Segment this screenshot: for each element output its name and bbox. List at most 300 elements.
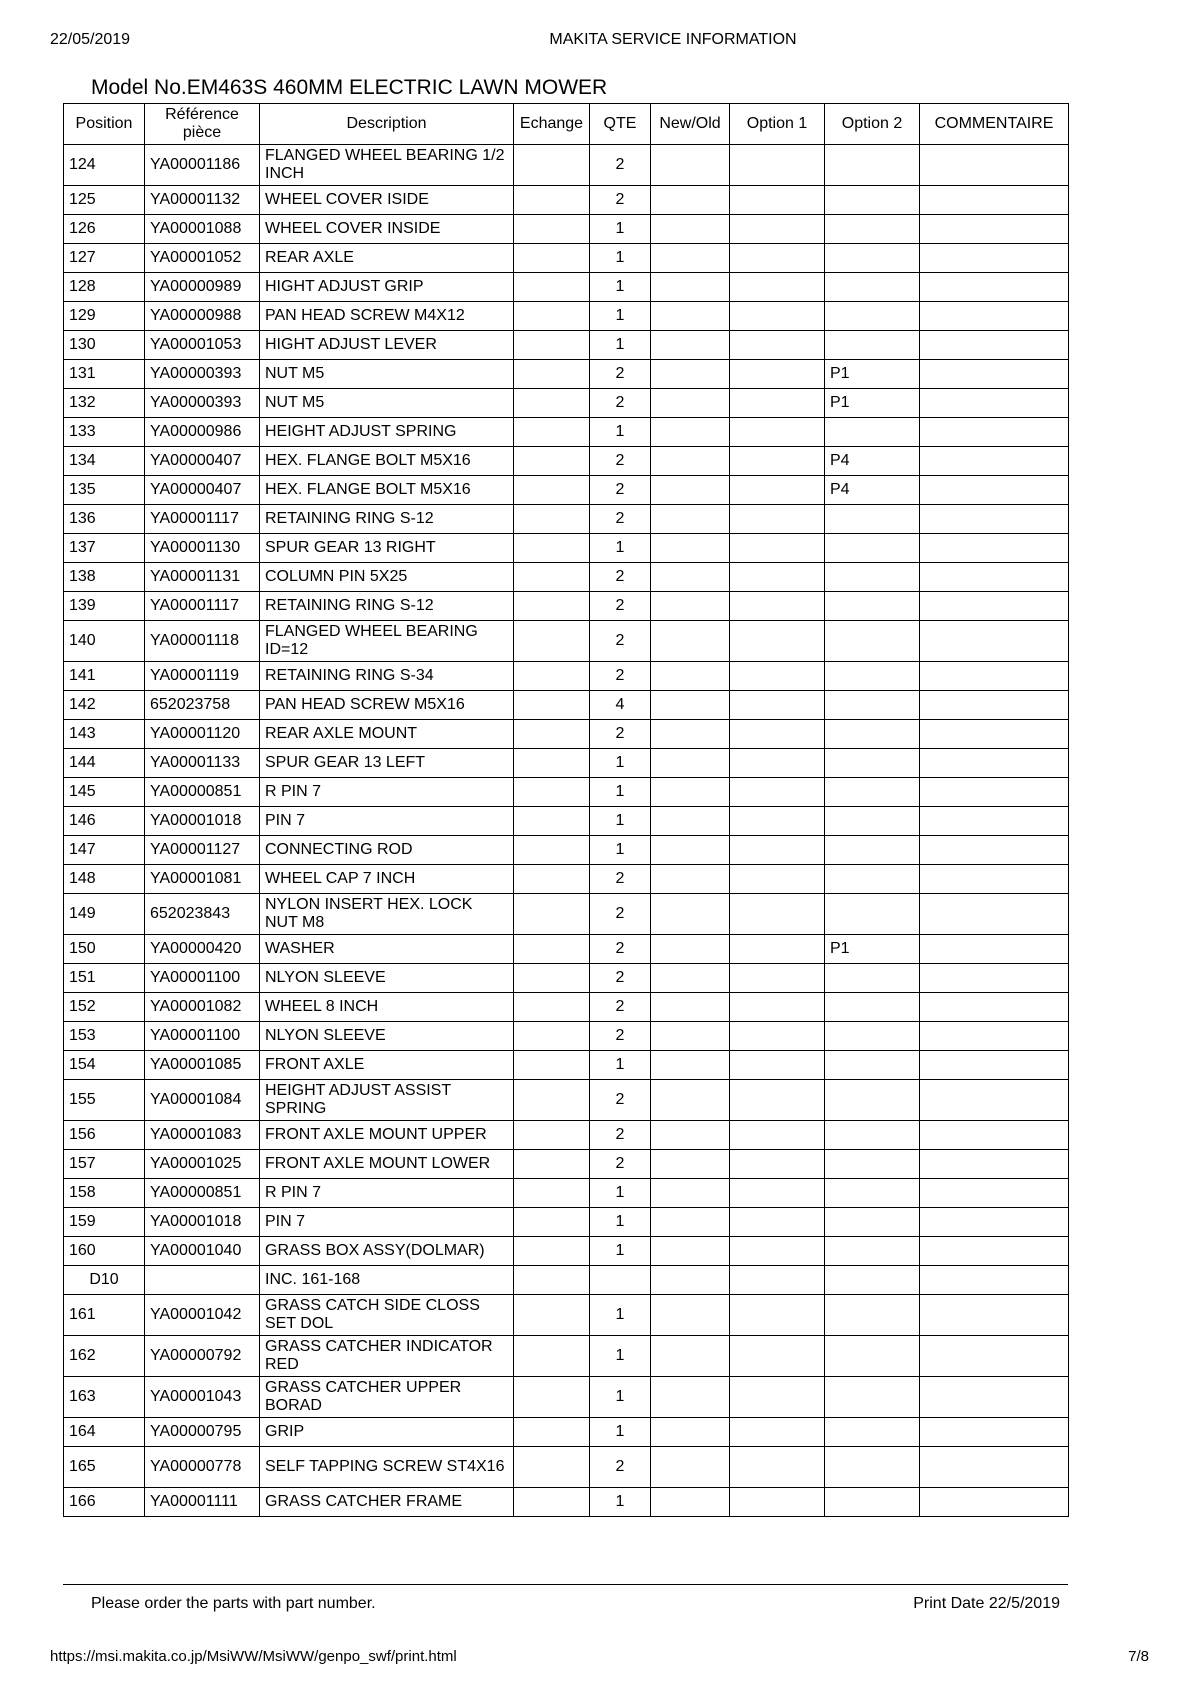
cell-description: WHEEL 8 INCH bbox=[260, 993, 514, 1022]
cell-echange bbox=[514, 836, 590, 865]
cell-qte: 2 bbox=[590, 993, 651, 1022]
cell-commentaire bbox=[920, 563, 1069, 592]
cell-qte: 1 bbox=[590, 215, 651, 244]
cell-qte: 2 bbox=[590, 360, 651, 389]
cell-qte: 1 bbox=[590, 807, 651, 836]
cell-position: 145 bbox=[64, 778, 145, 807]
cell-option-2 bbox=[825, 691, 920, 720]
cell-echange bbox=[514, 1336, 590, 1377]
cell-new-old bbox=[651, 331, 730, 360]
cell-description: WASHER bbox=[260, 935, 514, 964]
cell-position: 152 bbox=[64, 993, 145, 1022]
cell-echange bbox=[514, 778, 590, 807]
cell-option-2: P1 bbox=[825, 389, 920, 418]
cell-position: 130 bbox=[64, 331, 145, 360]
cell-qte: 1 bbox=[590, 302, 651, 331]
cell-option-2 bbox=[825, 621, 920, 662]
cell-qte: 1 bbox=[590, 1051, 651, 1080]
cell-option-1 bbox=[730, 1150, 825, 1179]
cell-new-old bbox=[651, 935, 730, 964]
cell-option-1 bbox=[730, 1179, 825, 1208]
cell-reference: YA00000420 bbox=[145, 935, 260, 964]
cell-description: HEIGHT ADJUST SPRING bbox=[260, 418, 514, 447]
cell-qte: 4 bbox=[590, 691, 651, 720]
cell-new-old bbox=[651, 1418, 730, 1447]
table-row bbox=[64, 964, 1069, 993]
cell-option-1 bbox=[730, 1336, 825, 1377]
cell-position: 139 bbox=[64, 592, 145, 621]
cell-new-old bbox=[651, 1447, 730, 1488]
cell-option-2 bbox=[825, 1051, 920, 1080]
cell-echange bbox=[514, 1121, 590, 1150]
cell-qte: 1 bbox=[590, 1488, 651, 1517]
table-row bbox=[64, 1080, 1069, 1121]
cell-position: 156 bbox=[64, 1121, 145, 1150]
cell-position: 160 bbox=[64, 1237, 145, 1266]
cell-position: 138 bbox=[64, 563, 145, 592]
cell-position: 161 bbox=[64, 1295, 145, 1336]
cell-echange bbox=[514, 1488, 590, 1517]
cell-new-old bbox=[651, 1150, 730, 1179]
cell-reference: YA00001100 bbox=[145, 1022, 260, 1051]
table-row bbox=[64, 1022, 1069, 1051]
cell-option-2 bbox=[825, 1150, 920, 1179]
cell-description: WHEEL CAP 7 INCH bbox=[260, 865, 514, 894]
cell-echange bbox=[514, 186, 590, 215]
cell-description: COLUMN PIN 5X25 bbox=[260, 563, 514, 592]
table-row bbox=[64, 894, 1069, 935]
page-number: 7/8 bbox=[1128, 1648, 1149, 1665]
cell-qte: 2 bbox=[590, 1121, 651, 1150]
cell-echange bbox=[514, 215, 590, 244]
table-row bbox=[64, 244, 1069, 273]
cell-description: R PIN 7 bbox=[260, 778, 514, 807]
cell-qte: 1 bbox=[590, 836, 651, 865]
cell-description: FRONT AXLE MOUNT UPPER bbox=[260, 1121, 514, 1150]
cell-option-1 bbox=[730, 621, 825, 662]
cell-description: NUT M5 bbox=[260, 389, 514, 418]
cell-option-1 bbox=[730, 447, 825, 476]
cell-reference: YA00000795 bbox=[145, 1418, 260, 1447]
table-row bbox=[64, 662, 1069, 691]
cell-new-old bbox=[651, 662, 730, 691]
cell-echange bbox=[514, 1179, 590, 1208]
cell-qte: 2 bbox=[590, 186, 651, 215]
cell-option-2 bbox=[825, 302, 920, 331]
cell-reference: YA00001085 bbox=[145, 1051, 260, 1080]
cell-option-2 bbox=[825, 662, 920, 691]
table-row bbox=[64, 145, 1069, 186]
cell-new-old bbox=[651, 563, 730, 592]
cell-option-2 bbox=[825, 1080, 920, 1121]
table-row bbox=[64, 935, 1069, 964]
cell-option-2 bbox=[825, 534, 920, 563]
cell-qte: 2 bbox=[590, 1447, 651, 1488]
table-row bbox=[64, 302, 1069, 331]
cell-echange bbox=[514, 331, 590, 360]
cell-echange bbox=[514, 534, 590, 563]
cell-commentaire bbox=[920, 418, 1069, 447]
cell-option-2 bbox=[825, 993, 920, 1022]
cell-qte: 2 bbox=[590, 935, 651, 964]
cell-option-2 bbox=[825, 836, 920, 865]
cell-position: 124 bbox=[64, 145, 145, 186]
cell-commentaire bbox=[920, 1121, 1069, 1150]
cell-echange bbox=[514, 807, 590, 836]
cell-reference: YA00001083 bbox=[145, 1121, 260, 1150]
cell-option-2 bbox=[825, 418, 920, 447]
cell-reference: 652023843 bbox=[145, 894, 260, 935]
cell-description: INC. 161-168 bbox=[260, 1266, 514, 1295]
cell-qte: 1 bbox=[590, 418, 651, 447]
cell-option-1 bbox=[730, 807, 825, 836]
table-row bbox=[64, 447, 1069, 476]
cell-qte: 2 bbox=[590, 1022, 651, 1051]
cell-new-old bbox=[651, 302, 730, 331]
cell-new-old bbox=[651, 418, 730, 447]
cell-new-old bbox=[651, 1488, 730, 1517]
cell-option-2 bbox=[825, 778, 920, 807]
cell-position: 131 bbox=[64, 360, 145, 389]
cell-commentaire bbox=[920, 865, 1069, 894]
footer-divider bbox=[63, 1584, 1068, 1585]
cell-echange bbox=[514, 244, 590, 273]
cell-new-old bbox=[651, 476, 730, 505]
footer-note: Please order the parts with part number. bbox=[91, 1595, 376, 1612]
table-row bbox=[64, 1295, 1069, 1336]
cell-option-2 bbox=[825, 273, 920, 302]
cell-commentaire bbox=[920, 935, 1069, 964]
cell-description: HEX. FLANGE BOLT M5X16 bbox=[260, 476, 514, 505]
cell-echange bbox=[514, 1418, 590, 1447]
table-row bbox=[64, 1418, 1069, 1447]
cell-commentaire bbox=[920, 1179, 1069, 1208]
cell-description: PIN 7 bbox=[260, 1208, 514, 1237]
cell-new-old bbox=[651, 964, 730, 993]
cell-new-old bbox=[651, 1266, 730, 1295]
cell-description: GRASS CATCH SIDE CLOSS SET DOL bbox=[260, 1295, 514, 1336]
cell-option-1 bbox=[730, 563, 825, 592]
cell-description: SPUR GEAR 13 LEFT bbox=[260, 749, 514, 778]
cell-commentaire bbox=[920, 894, 1069, 935]
cell-option-1 bbox=[730, 1208, 825, 1237]
table-row bbox=[64, 865, 1069, 894]
cell-reference: YA00001186 bbox=[145, 145, 260, 186]
cell-position: 132 bbox=[64, 389, 145, 418]
cell-description: NLYON SLEEVE bbox=[260, 964, 514, 993]
cell-new-old bbox=[651, 534, 730, 563]
cell-echange bbox=[514, 1295, 590, 1336]
cell-qte: 1 bbox=[590, 331, 651, 360]
cell-position: 144 bbox=[64, 749, 145, 778]
cell-option-2 bbox=[825, 186, 920, 215]
cell-qte: 2 bbox=[590, 447, 651, 476]
cell-new-old bbox=[651, 1022, 730, 1051]
cell-reference: YA00001018 bbox=[145, 807, 260, 836]
cell-reference: YA00001130 bbox=[145, 534, 260, 563]
table-row bbox=[64, 749, 1069, 778]
cell-echange bbox=[514, 563, 590, 592]
cell-commentaire bbox=[920, 621, 1069, 662]
cell-commentaire bbox=[920, 273, 1069, 302]
col-header-position: Position bbox=[64, 104, 145, 145]
cell-qte: 2 bbox=[590, 592, 651, 621]
cell-option-1 bbox=[730, 964, 825, 993]
table-row bbox=[64, 418, 1069, 447]
cell-new-old bbox=[651, 894, 730, 935]
cell-reference: YA00000986 bbox=[145, 418, 260, 447]
cell-description: NLYON SLEEVE bbox=[260, 1022, 514, 1051]
table-row bbox=[64, 563, 1069, 592]
cell-new-old bbox=[651, 1377, 730, 1418]
cell-new-old bbox=[651, 186, 730, 215]
cell-commentaire bbox=[920, 964, 1069, 993]
cell-option-1 bbox=[730, 720, 825, 749]
cell-commentaire bbox=[920, 505, 1069, 534]
cell-option-2 bbox=[825, 1418, 920, 1447]
cell-qte: 1 bbox=[590, 534, 651, 563]
cell-description: RETAINING RING S-12 bbox=[260, 505, 514, 534]
cell-qte: 2 bbox=[590, 389, 651, 418]
cell-commentaire bbox=[920, 1022, 1069, 1051]
cell-new-old bbox=[651, 720, 730, 749]
cell-reference: YA00001118 bbox=[145, 621, 260, 662]
cell-echange bbox=[514, 1150, 590, 1179]
cell-option-1 bbox=[730, 935, 825, 964]
table-row bbox=[64, 534, 1069, 563]
cell-echange bbox=[514, 1051, 590, 1080]
cell-description: RETAINING RING S-34 bbox=[260, 662, 514, 691]
cell-option-2 bbox=[825, 1377, 920, 1418]
cell-position: 141 bbox=[64, 662, 145, 691]
cell-qte: 1 bbox=[590, 1208, 651, 1237]
cell-reference bbox=[145, 1266, 260, 1295]
cell-reference: YA00000989 bbox=[145, 273, 260, 302]
cell-option-1 bbox=[730, 662, 825, 691]
header-title: MAKITA SERVICE INFORMATION bbox=[549, 31, 797, 48]
cell-option-2: P4 bbox=[825, 447, 920, 476]
cell-new-old bbox=[651, 1179, 730, 1208]
cell-option-2: P1 bbox=[825, 360, 920, 389]
cell-option-1 bbox=[730, 389, 825, 418]
table-row bbox=[64, 592, 1069, 621]
cell-commentaire bbox=[920, 1418, 1069, 1447]
cell-commentaire bbox=[920, 215, 1069, 244]
cell-qte: 1 bbox=[590, 1295, 651, 1336]
cell-description: HIGHT ADJUST GRIP bbox=[260, 273, 514, 302]
cell-echange bbox=[514, 389, 590, 418]
cell-reference: YA00001111 bbox=[145, 1488, 260, 1517]
cell-option-1 bbox=[730, 1488, 825, 1517]
table-row bbox=[64, 778, 1069, 807]
cell-option-2 bbox=[825, 1266, 920, 1295]
cell-commentaire bbox=[920, 331, 1069, 360]
parts-table bbox=[63, 103, 1069, 1517]
cell-reference: YA00001025 bbox=[145, 1150, 260, 1179]
cell-echange bbox=[514, 145, 590, 186]
table-row bbox=[64, 1051, 1069, 1080]
cell-commentaire bbox=[920, 186, 1069, 215]
cell-qte: 2 bbox=[590, 621, 651, 662]
cell-description: NYLON INSERT HEX. LOCK NUT M8 bbox=[260, 894, 514, 935]
cell-option-2 bbox=[825, 1179, 920, 1208]
cell-echange bbox=[514, 447, 590, 476]
cell-commentaire bbox=[920, 244, 1069, 273]
cell-echange bbox=[514, 894, 590, 935]
cell-position: 140 bbox=[64, 621, 145, 662]
cell-description: SELF TAPPING SCREW ST4X16 bbox=[260, 1447, 514, 1488]
cell-option-2 bbox=[825, 865, 920, 894]
cell-new-old bbox=[651, 244, 730, 273]
cell-new-old bbox=[651, 1237, 730, 1266]
cell-echange bbox=[514, 1237, 590, 1266]
cell-qte: 2 bbox=[590, 1150, 651, 1179]
cell-new-old bbox=[651, 749, 730, 778]
cell-reference: YA00000778 bbox=[145, 1447, 260, 1488]
cell-option-1 bbox=[730, 592, 825, 621]
table-header-row bbox=[64, 104, 1069, 145]
cell-description: GRIP bbox=[260, 1418, 514, 1447]
cell-position: 137 bbox=[64, 534, 145, 563]
cell-option-2 bbox=[825, 720, 920, 749]
cell-position: 153 bbox=[64, 1022, 145, 1051]
cell-commentaire bbox=[920, 360, 1069, 389]
cell-qte: 1 bbox=[590, 1418, 651, 1447]
cell-qte: 2 bbox=[590, 563, 651, 592]
cell-description: CONNECTING ROD bbox=[260, 836, 514, 865]
cell-new-old bbox=[651, 389, 730, 418]
parts-table-body bbox=[64, 145, 1069, 1517]
cell-reference: YA00001119 bbox=[145, 662, 260, 691]
table-row bbox=[64, 1121, 1069, 1150]
model-title: Model No.EM463S 460MM ELECTRIC LAWN MOWER bbox=[91, 76, 608, 99]
cell-reference: YA00000851 bbox=[145, 778, 260, 807]
table-row bbox=[64, 993, 1069, 1022]
cell-echange bbox=[514, 1080, 590, 1121]
table-row bbox=[64, 691, 1069, 720]
col-header-commentaire: COMMENTAIRE bbox=[920, 104, 1069, 145]
cell-position: 125 bbox=[64, 186, 145, 215]
cell-position: 151 bbox=[64, 964, 145, 993]
cell-option-1 bbox=[730, 1080, 825, 1121]
cell-new-old bbox=[651, 1336, 730, 1377]
col-header-echange: Echange bbox=[514, 104, 590, 145]
cell-new-old bbox=[651, 447, 730, 476]
cell-option-2 bbox=[825, 1447, 920, 1488]
cell-option-2 bbox=[825, 331, 920, 360]
header-date: 22/05/2019 bbox=[50, 31, 131, 48]
cell-position: 135 bbox=[64, 476, 145, 505]
cell-qte: 1 bbox=[590, 1336, 651, 1377]
cell-option-1 bbox=[730, 418, 825, 447]
cell-new-old bbox=[651, 993, 730, 1022]
cell-commentaire bbox=[920, 1488, 1069, 1517]
cell-option-1 bbox=[730, 215, 825, 244]
table-row bbox=[64, 807, 1069, 836]
cell-description: GRASS BOX ASSY(DOLMAR) bbox=[260, 1237, 514, 1266]
cell-qte: 1 bbox=[590, 1237, 651, 1266]
cell-echange bbox=[514, 1208, 590, 1237]
cell-reference: YA00000393 bbox=[145, 360, 260, 389]
table-row bbox=[64, 476, 1069, 505]
cell-commentaire bbox=[920, 1080, 1069, 1121]
cell-description: GRASS CATCHER UPPER BORAD bbox=[260, 1377, 514, 1418]
cell-echange bbox=[514, 1022, 590, 1051]
cell-qte: 1 bbox=[590, 778, 651, 807]
cell-commentaire bbox=[920, 592, 1069, 621]
col-header-option-1: Option 1 bbox=[730, 104, 825, 145]
cell-option-2 bbox=[825, 1121, 920, 1150]
cell-position: 133 bbox=[64, 418, 145, 447]
cell-position: 142 bbox=[64, 691, 145, 720]
cell-reference: YA00001018 bbox=[145, 1208, 260, 1237]
cell-description: PIN 7 bbox=[260, 807, 514, 836]
cell-reference: YA00001081 bbox=[145, 865, 260, 894]
cell-echange bbox=[514, 1377, 590, 1418]
cell-position: 155 bbox=[64, 1080, 145, 1121]
cell-reference: YA00001132 bbox=[145, 186, 260, 215]
cell-option-1 bbox=[730, 476, 825, 505]
cell-option-1 bbox=[730, 273, 825, 302]
cell-new-old bbox=[651, 836, 730, 865]
cell-qte: 2 bbox=[590, 662, 651, 691]
cell-commentaire bbox=[920, 1447, 1069, 1488]
cell-option-1 bbox=[730, 894, 825, 935]
cell-new-old bbox=[651, 505, 730, 534]
cell-option-1 bbox=[730, 778, 825, 807]
table-row bbox=[64, 836, 1069, 865]
cell-option-2 bbox=[825, 807, 920, 836]
cell-new-old bbox=[651, 592, 730, 621]
table-row bbox=[64, 1150, 1069, 1179]
cell-option-1 bbox=[730, 1447, 825, 1488]
table-row bbox=[64, 1208, 1069, 1237]
table-row bbox=[64, 360, 1069, 389]
cell-qte: 2 bbox=[590, 964, 651, 993]
cell-description: FRONT AXLE bbox=[260, 1051, 514, 1080]
cell-option-1 bbox=[730, 1051, 825, 1080]
cell-new-old bbox=[651, 1080, 730, 1121]
cell-new-old bbox=[651, 273, 730, 302]
cell-reference: YA00000393 bbox=[145, 389, 260, 418]
cell-reference: YA00001052 bbox=[145, 244, 260, 273]
cell-position: 126 bbox=[64, 215, 145, 244]
cell-option-2 bbox=[825, 1022, 920, 1051]
col-header-option-2: Option 2 bbox=[825, 104, 920, 145]
cell-option-2 bbox=[825, 964, 920, 993]
cell-reference: YA00001053 bbox=[145, 331, 260, 360]
cell-description: HEX. FLANGE BOLT M5X16 bbox=[260, 447, 514, 476]
cell-option-2 bbox=[825, 1208, 920, 1237]
cell-echange bbox=[514, 476, 590, 505]
cell-reference: YA00001120 bbox=[145, 720, 260, 749]
cell-position: 166 bbox=[64, 1488, 145, 1517]
table-row bbox=[64, 273, 1069, 302]
cell-new-old bbox=[651, 807, 730, 836]
cell-echange bbox=[514, 935, 590, 964]
cell-commentaire bbox=[920, 1336, 1069, 1377]
cell-option-1 bbox=[730, 993, 825, 1022]
cell-qte: 2 bbox=[590, 1080, 651, 1121]
cell-reference: YA00001084 bbox=[145, 1080, 260, 1121]
table-row bbox=[64, 1447, 1069, 1488]
cell-reference: YA00001082 bbox=[145, 993, 260, 1022]
cell-option-1 bbox=[730, 186, 825, 215]
cell-position: 146 bbox=[64, 807, 145, 836]
cell-reference: YA00000792 bbox=[145, 1336, 260, 1377]
cell-commentaire bbox=[920, 476, 1069, 505]
cell-description: PAN HEAD SCREW M4X12 bbox=[260, 302, 514, 331]
